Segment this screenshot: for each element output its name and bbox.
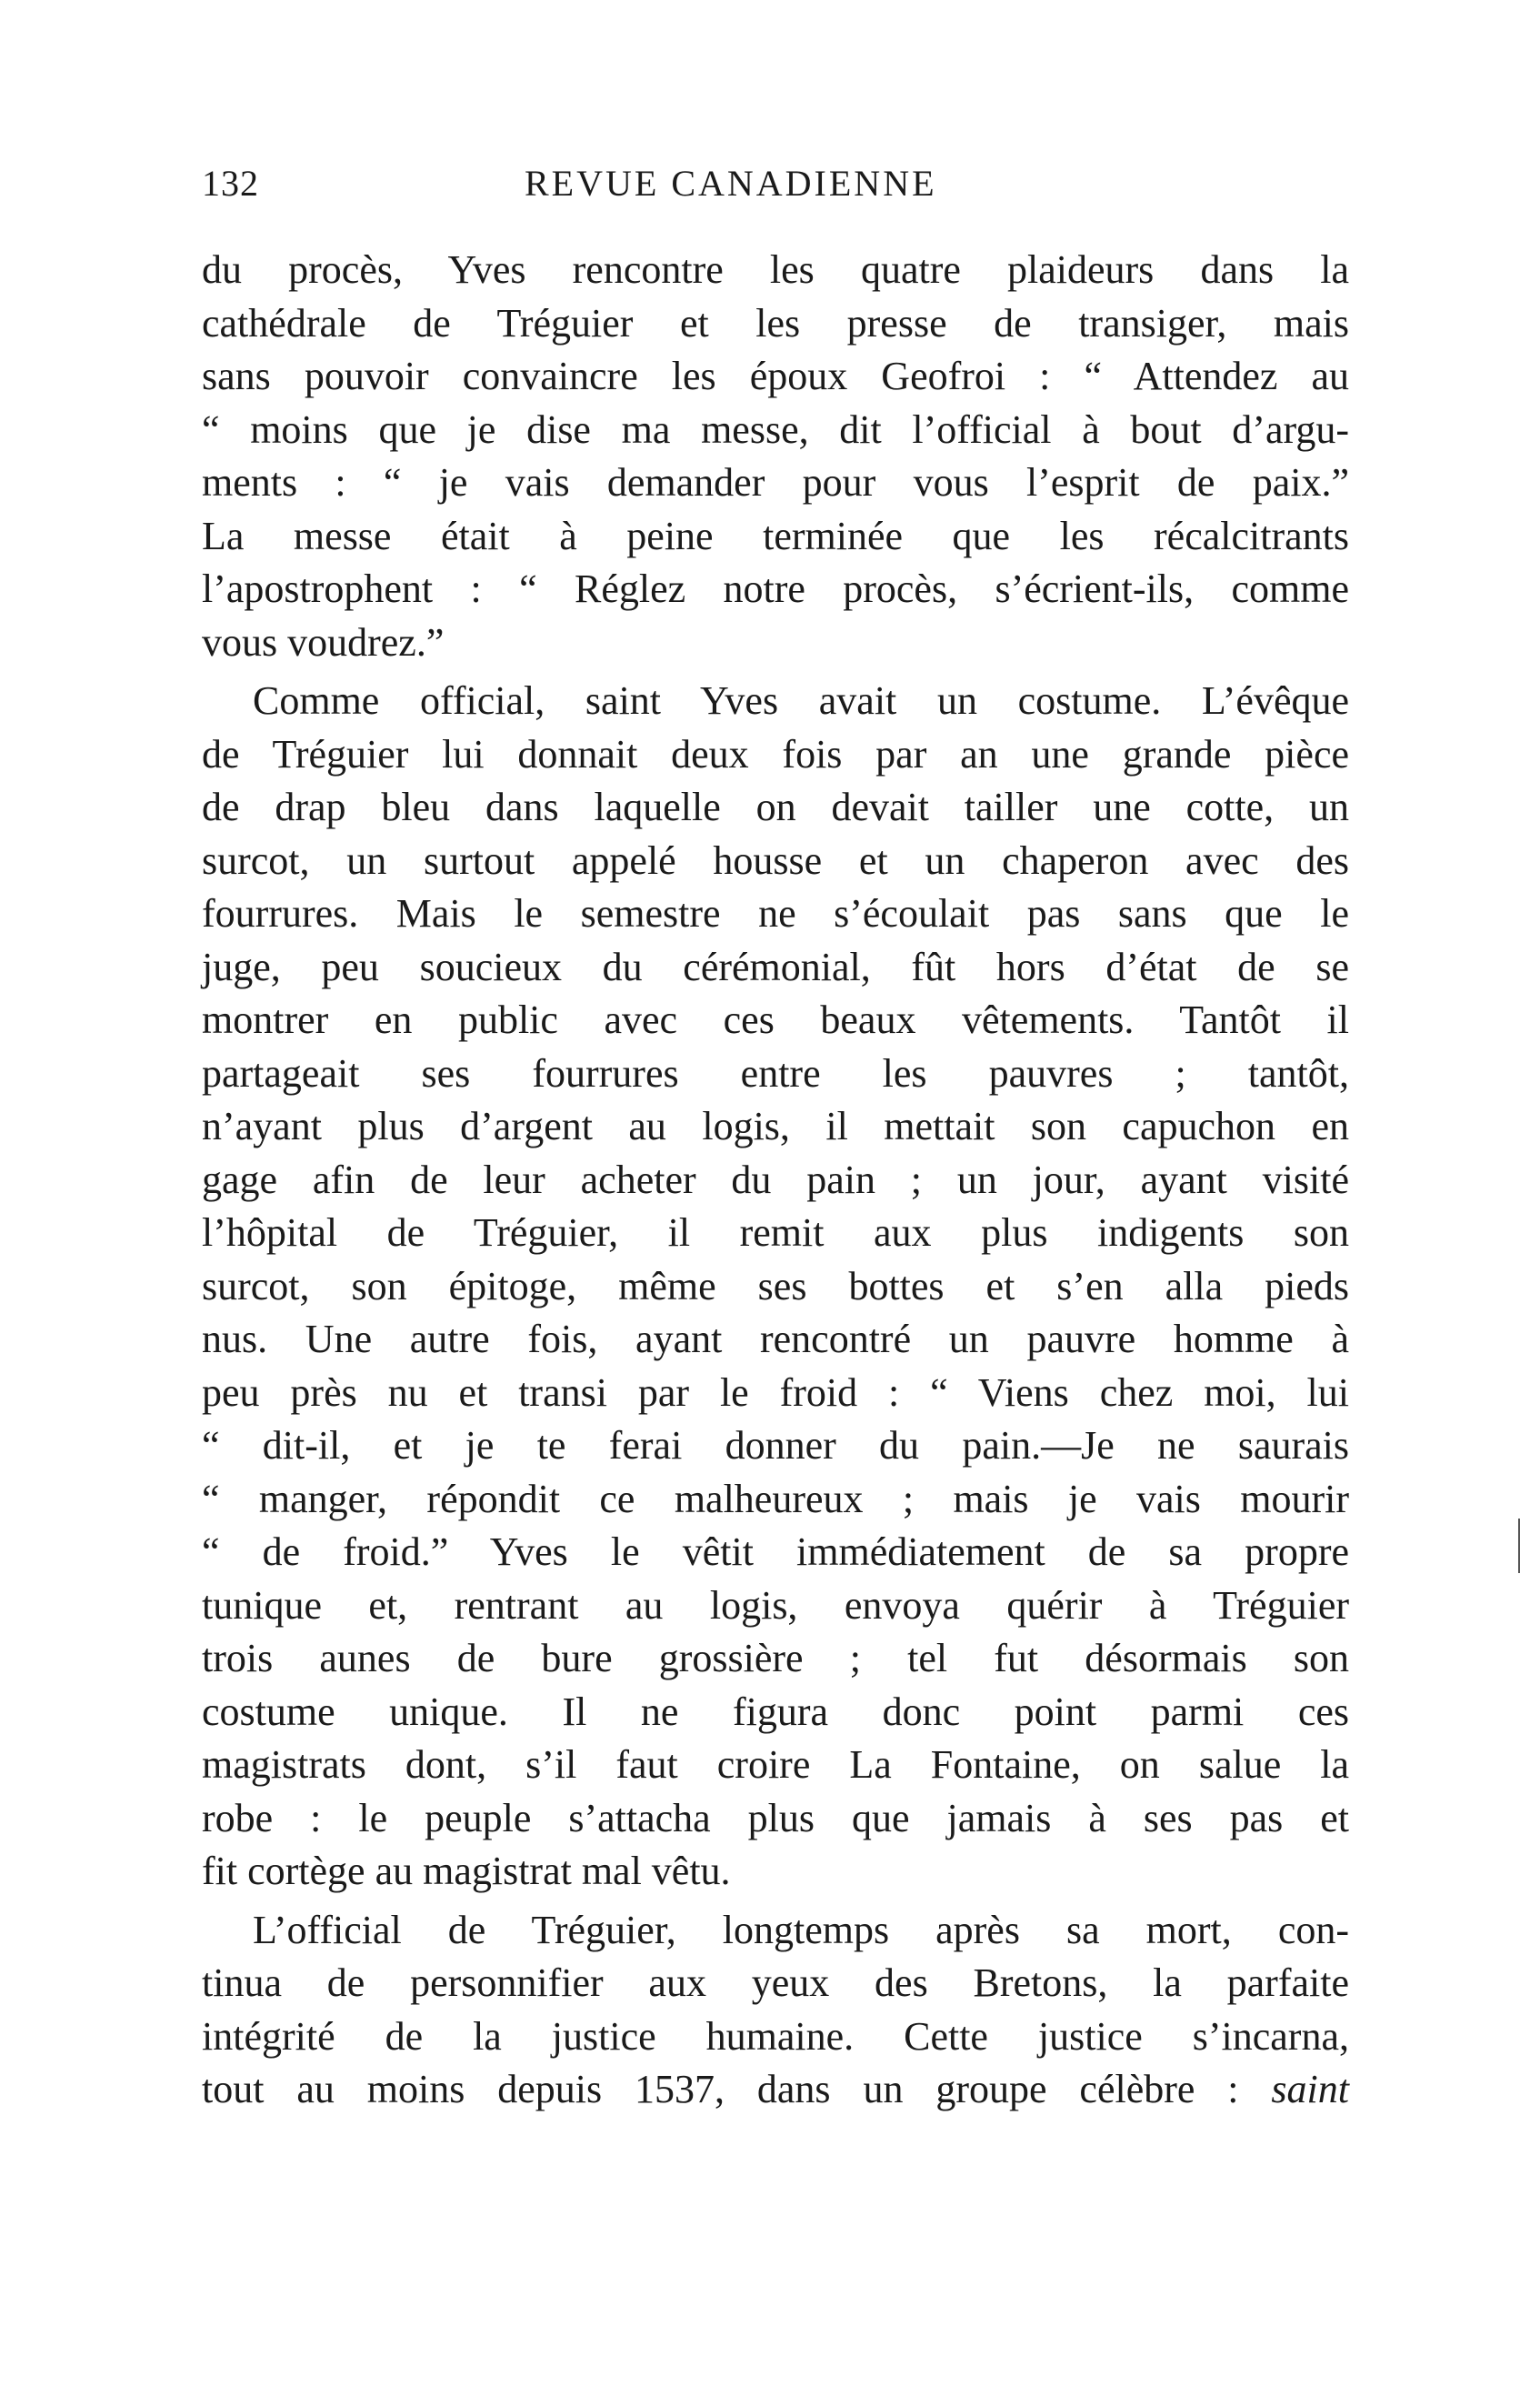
text-line: cathédrale de Tréguier et les presse de transiger, mais: [202, 300, 1349, 346]
text-line: costume unique. Il ne figura donc point parmi ces: [202, 1689, 1349, 1734]
margin-mark: [1518, 1519, 1520, 1573]
text-line: intégrité de la justice humaine. Cette justice s’incarna,: [202, 2013, 1349, 2059]
text-line: magistrats dont, s’il faut croire La Fontaine, on salue la: [202, 1742, 1349, 1787]
text-line: trois aunes de bure grossière ; tel fut désormais son: [202, 1636, 1349, 1680]
text-line: de Tréguier lui donnait deux fois par an une grande pièce: [202, 731, 1349, 777]
text-line: nus. Une autre fois, ayant rencontré un pauvre homme à: [202, 1317, 1349, 1361]
text-line: “ manger, répondit ce malheureux ; mais je vais mourir: [202, 1476, 1349, 1521]
text-line: sans pouvoir convaincre les époux Geofroi : “ Attendez au: [202, 354, 1349, 398]
text-line: ments : “ je vais demander pour vous l’esprit de paix.”: [202, 460, 1349, 505]
text-line: du procès, Yves rencontre les quatre plaideurs dans la: [202, 247, 1349, 292]
text-line: fit cortège au magistrat mal vêtu.: [202, 1849, 731, 1893]
paragraph: [202, 675, 1349, 1899]
text-line: gage afin de leur acheter du pain ; un jour, ayant visité: [202, 1157, 1349, 1202]
text-line: “ dit-il, et je te ferai donner du pain.—Je ne saurais: [202, 1423, 1349, 1468]
text-line: tunique et, rentrant au logis, envoya quérir à Tréguier: [202, 1582, 1349, 1628]
text-line: robe : le peuple s’attacha plus que jamais à ses pas et: [202, 1795, 1349, 1840]
page-header: [202, 162, 1349, 216]
text-line: peu près nu et transi par le froid : “ Viens chez moi, lui: [202, 1369, 1349, 1415]
text-line: montrer en public avec ces beaux vêtements. Tantôt il: [202, 997, 1349, 1042]
text-line: surcot, son épitoge, même ses bottes et s’en alla pieds: [202, 1263, 1349, 1308]
text-line: L’official de Tréguier, longtemps après sa mort, con-: [253, 1907, 1349, 1952]
text-line: n’ayant plus d’argent au logis, il mettait son capuchon en: [202, 1104, 1349, 1148]
text-line: partageait ses fourrures entre les pauvres ; tantôt,: [202, 1050, 1349, 1096]
text-line: tinua de personnifier aux yeux des Bretons, la parfaite: [202, 1960, 1349, 2005]
paragraph: [202, 1904, 1349, 2117]
text-line: La messe était à peine terminée que les récalcitrants: [202, 513, 1349, 558]
text-line: surcot, un surtout appelé housse et un chaperon avec des: [202, 837, 1349, 883]
paragraph: [202, 244, 1349, 669]
text-line: fourrures. Mais le semestre ne s’écoulait pas sans que le: [202, 891, 1349, 936]
text-line: vous voudrez.”: [202, 619, 445, 665]
text-line: “ de froid.” Yves le vêtit immédiatement de sa propre: [202, 1529, 1349, 1574]
text-line: juge, peu soucieux du cérémonial, fût hors d’état de se: [202, 944, 1349, 989]
text-line: de drap bleu dans laquelle on devait tailler une cotte, un: [202, 785, 1349, 829]
running-title: REVUE CANADIENNE: [525, 163, 937, 204]
text-line: “ moins que je dise ma messe, dit l’official à bout d’argu-: [202, 406, 1349, 452]
text-line: l’apostrophent : “ Réglez notre procès, s’écrient-ils, comme: [202, 566, 1349, 611]
text-line: tout au moins depuis 1537, dans un groupe célèbre : saint: [202, 2067, 1349, 2111]
page-number: 132: [202, 163, 259, 204]
text-line: l’hôpital de Tréguier, il remit aux plus indigents son: [202, 1210, 1349, 1255]
text-line: Comme official, saint Yves avait un costume. L’évêque: [253, 678, 1349, 723]
body-text: [202, 244, 1349, 2122]
